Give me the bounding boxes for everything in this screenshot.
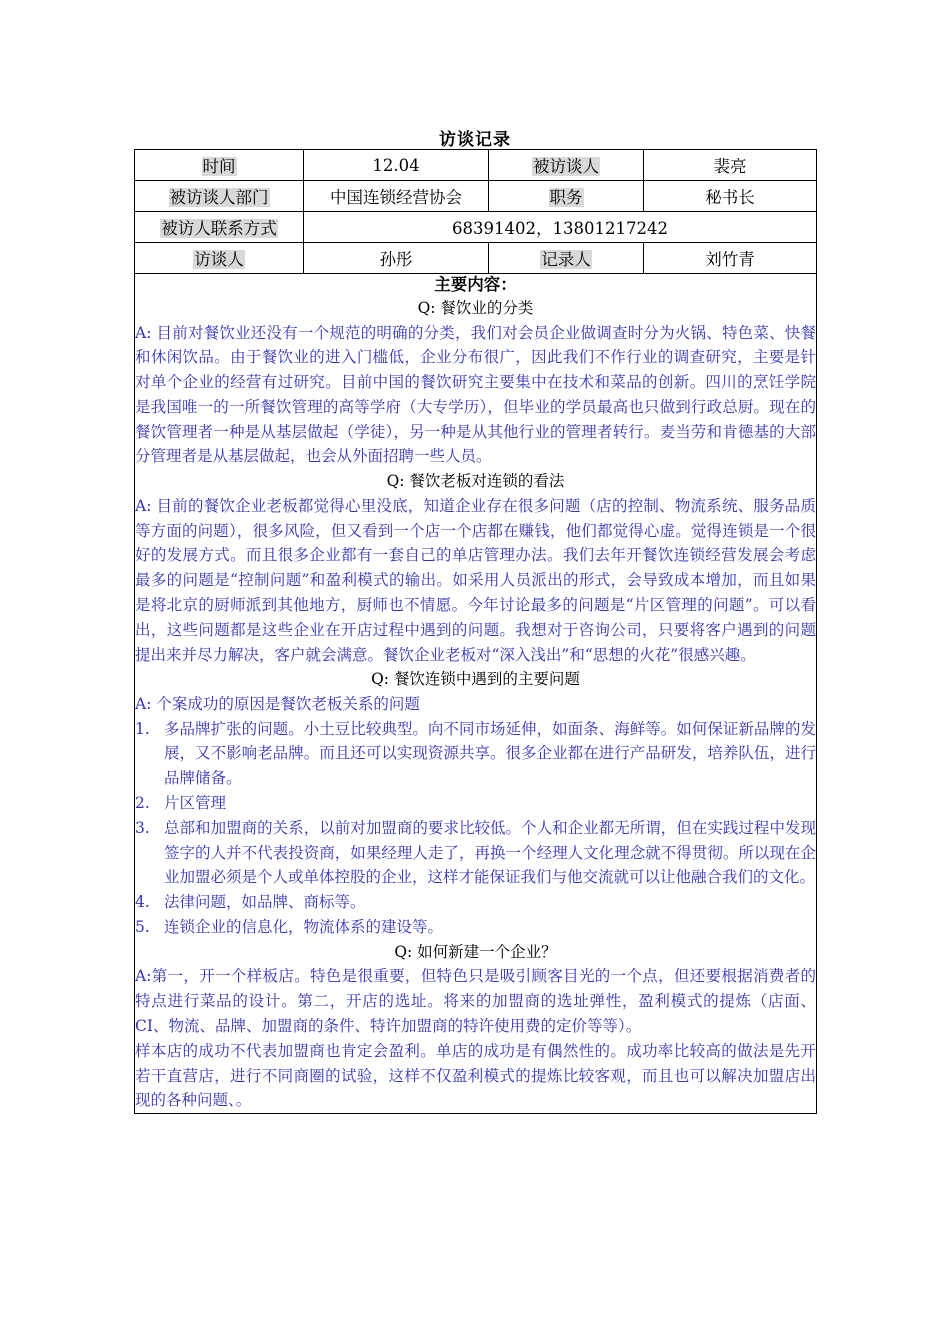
question-4: Q: 如何新建一个企业？ <box>394 942 557 961</box>
content-row <box>135 274 817 1114</box>
interviewee-label: 被访谈人 <box>533 157 599 176</box>
info-row <box>135 243 817 274</box>
question-2: Q: 餐饮老板对连锁的看法 <box>386 472 565 491</box>
position-label-cell <box>489 181 644 212</box>
list-item-number: 3. <box>135 818 150 837</box>
main-content <box>135 274 817 1114</box>
contact-label-cell <box>135 212 304 243</box>
recorder-label-cell <box>489 243 644 274</box>
dept-label: 被访谈人部门 <box>169 188 269 207</box>
time-value: 12.04 <box>304 150 489 181</box>
answer-3: A: 个案成功的原因是餐饮老板关系的问题 <box>135 694 420 713</box>
recorder-value: 刘竹青 <box>644 243 817 274</box>
question-1: Q: 餐饮业的分类 <box>417 299 534 317</box>
recorder-label: 记录人 <box>541 250 591 269</box>
list-item-number: 2. <box>135 794 150 813</box>
answer-4: A:第一，开一个样板店。特色是很重要，但特色只是吸引顾客目光的一个点，但还要根据消费者的特点进行菜品的设计。第二，开店的选址。将来的加盟商的选址弹性，盈利模式的提炼（店面、CI、物流、品牌、加盟商的条件、特许加盟商的特许使用费的定价等等）。 <box>135 967 816 1035</box>
page-title: 访谈记录 <box>439 130 511 150</box>
list-item-text: 连锁企业的信息化，物流体系的建设等。 <box>164 918 444 937</box>
time-label: 时间 <box>202 157 236 176</box>
list-item-text: 法律问题，如品牌、商标等。 <box>164 893 366 912</box>
question-3: Q: 餐饮连锁中遇到的主要问题 <box>371 670 580 689</box>
interviewer-label: 访谈人 <box>194 250 244 269</box>
interviewer-label-cell <box>135 243 304 274</box>
time-label-cell <box>135 150 304 181</box>
list-item <box>135 791 816 816</box>
contact-label: 被访人联系方式 <box>161 219 277 238</box>
list-item <box>135 816 816 890</box>
info-row <box>135 181 817 212</box>
list-item <box>135 890 816 915</box>
answer-1: A: 目前对餐饮业还没有一个规范的明确的分类，我们对会员企业做调查时分为火锅、特色菜、快餐和休闲饮品。由于餐饮业的进入门槛低，企业分布很广，因此我们不作行业的调查研究，主要是针对单个企业的经营有过研究。目前中国的餐饮研究主要集中在技术和菜品的创新。四川的烹饪学院是我国唯一的一所餐饮管理的高等学府（大专学历），但毕业的学员最高也只做到行政总厨。现在的餐饮管理者一种是从基层做起（学徒），另一种是从其他行业的管理者转行。麦当劳和肯德基的大部分管理者是从基层做起，也会从外面招聘一些人员。 <box>135 323 816 466</box>
dept-label-cell <box>135 181 304 212</box>
interviewer-value: 孙彤 <box>304 243 489 274</box>
interview-record-table <box>134 149 817 1114</box>
info-row <box>135 212 817 243</box>
content-heading: 主要内容： <box>434 275 517 294</box>
list-item-number: 1. <box>135 719 150 738</box>
dept-value: 中国连锁经营协会 <box>304 181 489 212</box>
list-item-text: 总部和加盟商的关系，以前对加盟商的要求比较低。个人和企业都无所谓，但在实践过程中发现签字的人并不代表投资商，如果经理人走了，再换一个经理人文化理念就不得贯彻。所以现在企业加盟必须是个人或单体控股的企业，这样才能保证我们与他交流就可以让他融合我们的文化。 <box>164 818 816 887</box>
list-item-text: 片区管理 <box>164 794 227 813</box>
list-item <box>135 717 816 791</box>
list-item-number: 5. <box>135 918 150 937</box>
list-item <box>135 915 816 940</box>
list-item-text: 多品牌扩张的问题。小土豆比较典型。向不同市场延伸，如面条、海鲜等。如何保证新品牌的发展，又不影响老品牌。而且还可以实现资源共享。很多企业都在进行产品研发，培养队伍，进行品牌储备。 <box>164 719 816 788</box>
interviewee-value: 裴亮 <box>644 150 817 181</box>
problem-list <box>135 717 816 940</box>
interviewee-label-cell <box>489 150 644 181</box>
position-label: 职务 <box>549 188 583 207</box>
answer-4-continued: 样本店的成功不代表加盟商也肯定会盈利。单店的成功是有偶然性的。成功率比较高的做法是先开若干直营店，进行不同商圈的试验，这样不仅盈利模式的提炼比较客观，而且也可以解决加盟店出现的各种问题、。 <box>135 1041 816 1110</box>
info-row <box>135 150 817 181</box>
position-value: 秘书长 <box>644 181 817 212</box>
contact-value: 68391402，13801217242 <box>304 212 817 243</box>
list-item-number: 4. <box>135 893 150 912</box>
answer-2: A: 目前的餐饮企业老板都觉得心里没底，知道企业存在很多问题（店的控制、物流系统、服务品质等方面的问题），很多风险，但又看到一个店一个店都在赚钱，他们都觉得心虚。觉得连锁是一个很好的发展方式。而且很多企业都有一套自己的单店管理办法。我们去年开餐饮连锁经营发展会考虑最多的问题是“控制问题”和盈利模式的输出。如采用人员派出的形式，会导致成本增加，而且如果是将北京的厨师派到其他地方，厨师也不情愿。今年讨论最多的问题是“片区管理的问题”。可以看出，这些问题都是这些企业在开店过程中遇到的问题。我想对于咨询公司，只要将客户遇到的问题提出来并尽力解决，客户就会满意。餐饮企业老板对“深入浅出”和“思想的火花”很感兴趣。 <box>135 496 816 664</box>
